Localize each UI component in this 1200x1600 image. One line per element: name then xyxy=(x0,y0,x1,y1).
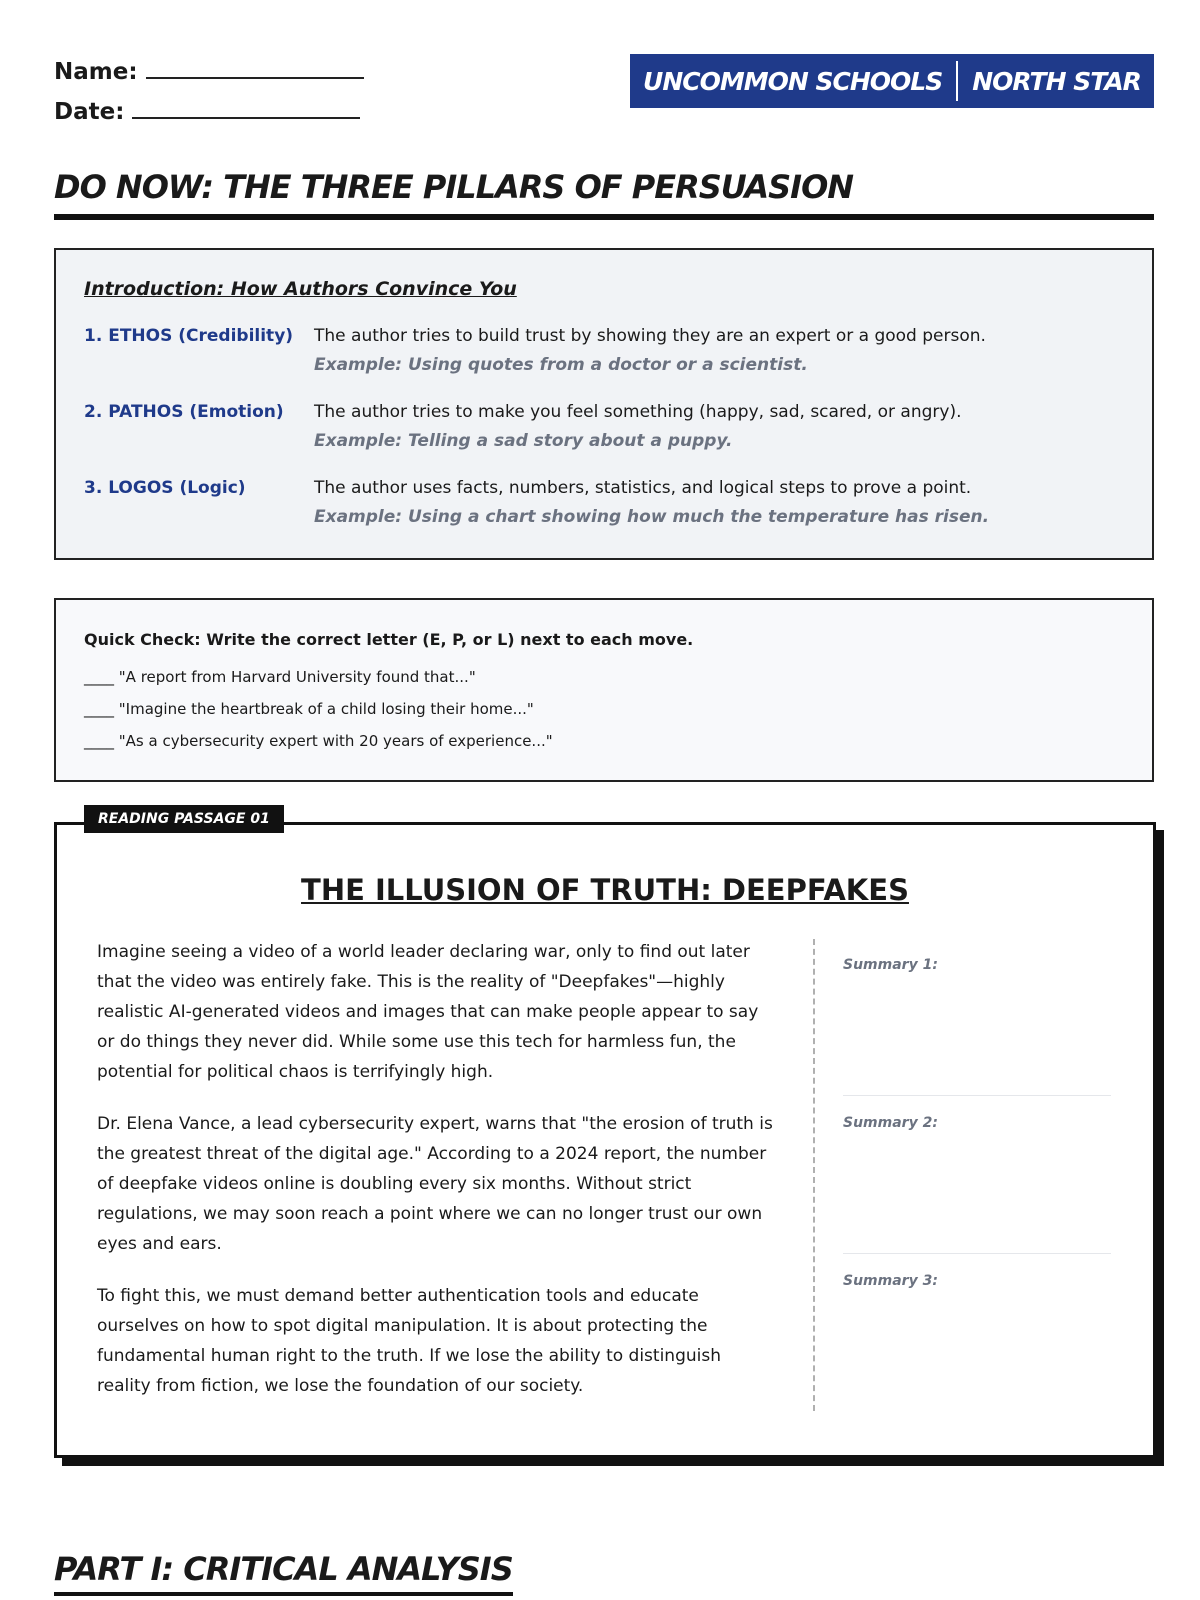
brand-right: NORTH STAR xyxy=(972,66,1141,96)
pillar-description: The author uses facts, numbers, statistics, and logical steps to prove a point. xyxy=(314,478,972,498)
pillar-example: Example: Telling a sad story about a puppy. xyxy=(314,431,733,451)
passage-tag: READING PASSAGE 01 xyxy=(84,805,284,833)
summary-box-3[interactable] xyxy=(843,1255,1111,1411)
summary-box-2[interactable] xyxy=(843,1097,1111,1254)
name-field[interactable] xyxy=(54,52,364,92)
reading-passage xyxy=(54,822,1156,1458)
quick-check-box xyxy=(54,598,1154,782)
column-divider xyxy=(813,939,815,1411)
passage-paragraph: To fight this, we must demand better authentication tools and educate ourselves on how to spot digital manipulation. It is about protecting the fundamental human right to the truth. If we lose the ability to distinguish reality from fiction, we lose the foundation of our society. xyxy=(97,1286,721,1396)
pillar-label: 2. PATHOS (Emotion) xyxy=(84,402,284,422)
school-logo-banner xyxy=(630,54,1154,108)
pillar-example: Example: Using a chart showing how much the temperature has risen. xyxy=(314,507,990,527)
brand-left: UNCOMMON SCHOOLS xyxy=(643,66,943,96)
part-title: PART I: CRITICAL ANALYSIS xyxy=(54,1550,513,1596)
intro-heading: Introduction: How Authors Convince You xyxy=(84,278,517,300)
date-field[interactable] xyxy=(54,92,364,132)
pillar-description: The author tries to make you feel something (happy, sad, scared, or angry). xyxy=(314,402,962,422)
pillar-label: 1. ETHOS (Credibility) xyxy=(84,326,294,346)
pillar-label: 3. LOGOS (Logic) xyxy=(84,478,246,498)
summary-label: Summary 2: xyxy=(843,1115,938,1131)
intro-box xyxy=(54,248,1154,560)
brand-divider xyxy=(956,61,958,101)
pillar-description: The author tries to build trust by showing they are an expert or a good person. xyxy=(314,326,986,346)
quick-check-item[interactable]: ____ "As a cybersecurity expert with 20 years of experience..." xyxy=(84,732,553,750)
passage-paragraph: Dr. Elena Vance, a lead cybersecurity expert, warns that "the erosion of truth is the greatest threat of the digital age." According to a 2024 report, the number of deepfake videos online is doubling every six months. Without strict regulations, we may soon reach a point where we can no longer trust our own eyes and ears. xyxy=(97,1114,773,1254)
date-blank-line[interactable] xyxy=(132,99,360,119)
summary-label: Summary 1: xyxy=(843,957,938,973)
student-info xyxy=(54,52,364,132)
pillar-example: Example: Using quotes from a doctor or a scientist. xyxy=(314,355,808,375)
passage-title: THE ILLUSION OF TRUTH: DEEPFAKES xyxy=(301,873,909,907)
quick-check-item[interactable]: ____ "A report from Harvard University found that..." xyxy=(84,668,476,686)
quick-check-item[interactable]: ____ "Imagine the heartbreak of a child losing their home..." xyxy=(84,700,534,718)
summary-label: Summary 3: xyxy=(843,1273,938,1289)
quick-check-heading: Quick Check: Write the correct letter (E, P, or L) next to each move. xyxy=(84,630,694,649)
passage-body xyxy=(97,937,777,1423)
summary-box-1[interactable] xyxy=(843,939,1111,1096)
name-blank-line[interactable] xyxy=(146,59,364,79)
passage-paragraph: Imagine seeing a video of a world leader declaring war, only to find out later that the video was entirely fake. This is the reality of "Deepfakes"—highly realistic AI-generated videos and images that can make people appear to say or do things they never did. While some use this tech for harmless fun, the potential for political chaos is terrifyingly high. xyxy=(97,942,759,1082)
date-label: Date: xyxy=(54,99,125,125)
page-title: DO NOW: THE THREE PILLARS OF PERSUASION xyxy=(54,168,1154,220)
name-label: Name: xyxy=(54,59,138,85)
